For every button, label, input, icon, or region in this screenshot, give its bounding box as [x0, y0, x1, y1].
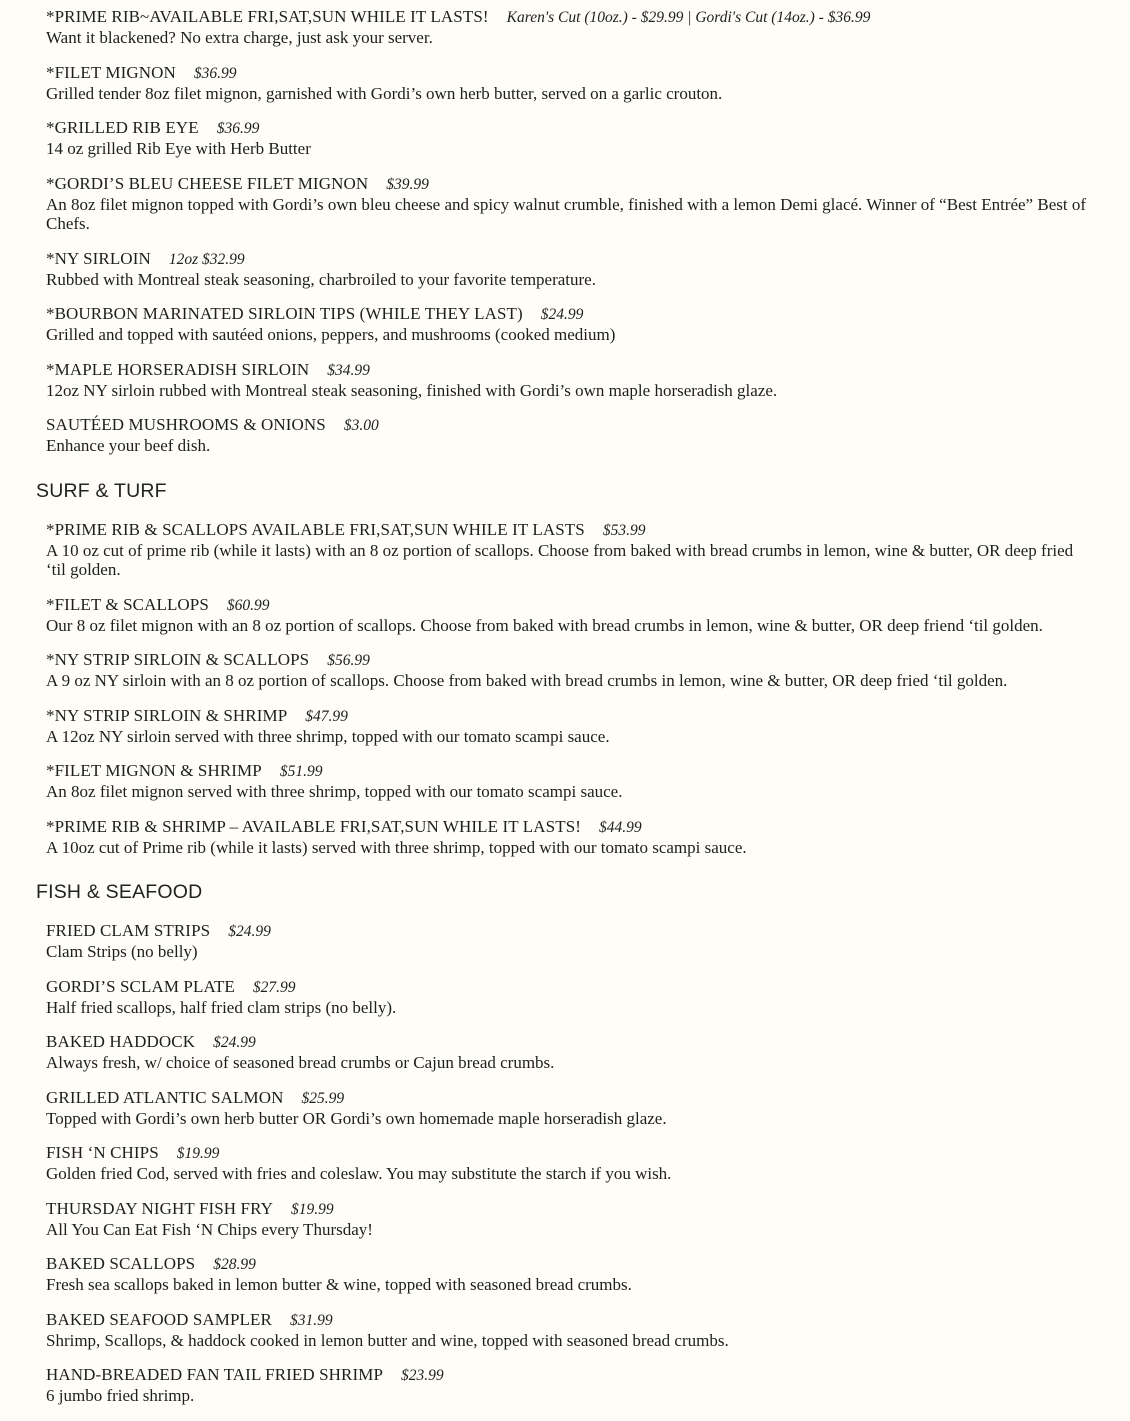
- menu-item: [46, 118, 1096, 159]
- item-name: THURSDAY NIGHT FISH FRY: [46, 1198, 273, 1218]
- item-name: BAKED HADDOCK: [46, 1032, 196, 1051]
- menu-item: [46, 304, 1096, 345]
- menu-item: [46, 1199, 1096, 1240]
- item-description: Half fried scallops, half fried clam strips (no belly).: [46, 997, 397, 1017]
- menu-item: [46, 1254, 1096, 1295]
- item-price: $24.99: [228, 923, 271, 940]
- item-description: Fresh sea scallops baked in lemon butter & wine, topped with seasoned bread crumbs.: [46, 1275, 632, 1294]
- item-price: $39.99: [386, 175, 429, 193]
- item-description: Want it blackened? No extra charge, just ask your server.: [46, 28, 433, 47]
- menu-item: [46, 706, 1096, 747]
- item-description: Grilled tender 8oz filet mignon, garnished with Gordi’s own herb butter, served on a garlic crouton.: [46, 83, 723, 103]
- item-price: $53.99: [602, 521, 646, 539]
- item-description: Rubbed with Montreal steak seasoning, charbroiled to your favorite temperature.: [46, 269, 596, 289]
- item-name: *NY STRIP SIRLOIN & SHRIMP: [46, 705, 288, 725]
- item-name: SAUTÉED MUSHROOMS & ONIONS: [46, 415, 326, 434]
- item-name: *FILET MIGNON & SHRIMP: [46, 761, 262, 780]
- item-description: Our 8 oz filet mignon with an 8 oz portion of scallops. Choose from baked with bread crumbs in lemon, wine & butter, OR deep friend ‘til golden.: [46, 615, 1043, 635]
- menu-item: [46, 921, 1096, 962]
- item-price: $27.99: [252, 978, 296, 996]
- menu-item: [46, 761, 1096, 802]
- menu-item: [46, 1365, 1096, 1406]
- section-heading: SURF & TURF: [36, 479, 167, 502]
- item-price: $28.99: [213, 1256, 256, 1273]
- item-name: *NY SIRLOIN: [46, 248, 151, 268]
- item-price: $51.99: [279, 763, 323, 780]
- item-description: Golden fried Cod, served with fries and coleslaw. You may substitute the starch if you wish.: [46, 1164, 672, 1183]
- item-name: BAKED SEAFOOD SAMPLER: [46, 1309, 272, 1329]
- item-price: $56.99: [327, 652, 370, 669]
- menu-item: [46, 174, 1096, 234]
- item-description: Enhance your beef dish.: [46, 436, 211, 455]
- item-price: $36.99: [193, 64, 237, 82]
- item-description: 6 jumbo fried shrimp.: [46, 1386, 195, 1405]
- menu-item: [46, 1088, 1096, 1129]
- item-name: BAKED SCALLOPS: [46, 1254, 196, 1273]
- item-price: $60.99: [226, 596, 270, 614]
- item-price: Karen's Cut (10oz.) - $29.99 | Gordi's Cut (14oz.) - $36.99: [506, 9, 871, 26]
- menu-item: [46, 817, 1096, 858]
- item-description: A 10oz cut of Prime rib (while it lasts) served with three shrimp, topped with our tomato scampi sauce.: [46, 837, 747, 857]
- item-price: $24.99: [213, 1034, 256, 1051]
- item-name: *FILET MIGNON: [46, 62, 176, 82]
- item-price: $19.99: [290, 1200, 334, 1218]
- item-name: *PRIME RIB & SHRIMP – AVAILABLE FRI,SAT,SUN WHILE IT LASTS!: [46, 816, 582, 836]
- item-description: A 12oz NY sirloin served with three shrimp, topped with our tomato scampi sauce.: [46, 726, 610, 746]
- menu-item: [46, 360, 1096, 401]
- item-price: $19.99: [176, 1145, 220, 1162]
- item-description: Always fresh, w/ choice of seasoned bread crumbs or Cajun bread crumbs.: [46, 1053, 555, 1072]
- fish-seafood-section: [0, 880, 1130, 1406]
- menu-item: [46, 415, 1096, 456]
- item-price: 12oz $32.99: [168, 250, 245, 268]
- item-price: $34.99: [327, 361, 370, 379]
- item-name: *NY STRIP SIRLOIN & SCALLOPS: [46, 650, 310, 669]
- item-description: Shrimp, Scallops, & haddock cooked in lemon butter and wine, topped with seasoned bread crumbs.: [46, 1330, 729, 1350]
- menu-item: [46, 1032, 1096, 1073]
- item-name: *MAPLE HORSERADISH SIRLOIN: [46, 359, 310, 379]
- item-name: *FILET & SCALLOPS: [46, 594, 209, 614]
- menu-item: [46, 595, 1096, 636]
- item-name: FISH ‘N CHIPS: [46, 1143, 159, 1162]
- item-price: $3.00: [343, 417, 379, 434]
- item-name: *GRILLED RIB EYE: [46, 118, 199, 137]
- menu-item: [46, 520, 1096, 580]
- item-price: $44.99: [599, 818, 642, 836]
- item-description: 12oz NY sirloin rubbed with Montreal steak seasoning, finished with Gordi’s own maple horseradish glaze.: [46, 380, 778, 400]
- item-description: All You Can Eat Fish ‘N Chips every Thursday!: [46, 1219, 373, 1239]
- menu-item: [46, 650, 1096, 691]
- item-price: $36.99: [216, 120, 260, 137]
- surf-turf-section: [0, 479, 1130, 858]
- menu-item: [46, 1310, 1096, 1351]
- item-name: GORDI’S SCLAM PLATE: [46, 976, 235, 996]
- item-price: $31.99: [289, 1311, 333, 1329]
- item-price: $47.99: [305, 707, 348, 725]
- item-name: *GORDI’S BLEU CHEESE FILET MIGNON: [46, 173, 369, 193]
- menu-item: [46, 977, 1096, 1018]
- item-name: *PRIME RIB & SCALLOPS AVAILABLE FRI,SAT,SUN WHILE IT LASTS: [46, 519, 585, 539]
- item-description: Clam Strips (no belly): [46, 942, 198, 961]
- item-description: An 8oz filet mignon topped with Gordi’s own bleu cheese and spicy walnut crumble, finished with a lemon Demi glacé. Winner of “Best Entrée” Best of Chefs.: [46, 194, 1086, 233]
- item-description: 14 oz grilled Rib Eye with Herb Butter: [46, 139, 311, 158]
- item-price: $24.99: [540, 306, 584, 323]
- item-name: GRILLED ATLANTIC SALMON: [46, 1087, 284, 1107]
- item-name: *BOURBON MARINATED SIRLOIN TIPS (WHILE THEY LAST): [46, 304, 523, 323]
- item-price: $25.99: [301, 1089, 345, 1107]
- section-heading: FISH & SEAFOOD: [36, 881, 203, 903]
- beef-section: [0, 0, 1130, 456]
- menu-item: [46, 63, 1096, 104]
- menu-item: [46, 249, 1096, 290]
- item-price: $23.99: [401, 1367, 444, 1384]
- menu-item: [46, 1143, 1096, 1184]
- item-name: FRIED CLAM STRIPS: [46, 921, 211, 940]
- item-description: Grilled and topped with sautéed onions, peppers, and mushrooms (cooked medium): [46, 325, 616, 344]
- item-name: *PRIME RIB~AVAILABLE FRI,SAT,SUN WHILE IT LASTS!: [46, 7, 489, 26]
- item-name: HAND-BREADED FAN TAIL FRIED SHRIMP: [46, 1365, 384, 1384]
- item-description: A 9 oz NY sirloin with an 8 oz portion of scallops. Choose from baked with bread crumbs in lemon, wine & butter, OR deep fried ‘til golden.: [46, 671, 1008, 690]
- item-description: An 8oz filet mignon served with three shrimp, topped with our tomato scampi sauce.: [46, 782, 623, 801]
- item-description: Topped with Gordi’s own herb butter OR Gordi’s own homemade maple horseradish glaze.: [46, 1108, 667, 1128]
- item-description: A 10 oz cut of prime rib (while it lasts) with an 8 oz portion of scallops. Choose from baked with bread crumbs in lemon, wine & butter, OR deep fried ‘til golden.: [46, 540, 1074, 579]
- menu-item: [46, 7, 1096, 48]
